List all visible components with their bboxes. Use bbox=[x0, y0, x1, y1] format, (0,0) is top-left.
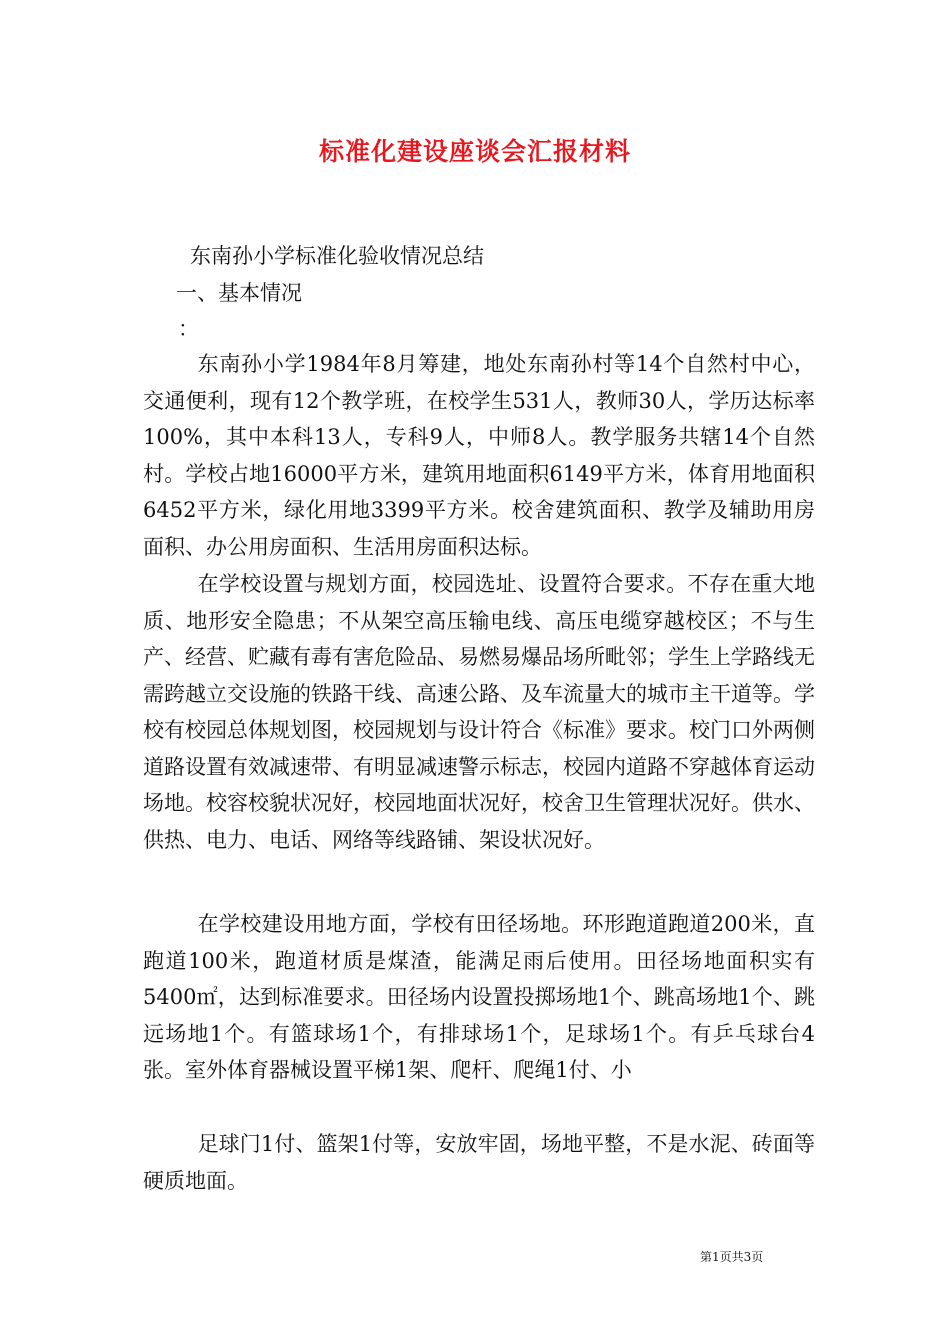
document-subtitle: 东南孙小学标准化验收情况总结 bbox=[190, 244, 484, 268]
paragraph-land-use: 在学校建设用地方面，学校有田径场地。环形跑道跑道200米，直跑道100米，跑道材质是煤渣，能满足雨后使用。田径场地面积实有5400㎡，达到标准要求。田径场内设置投掷场地1个、跳高场地1个、跳远场地1个。有篮球场1个，有排球场1个，足球场1个。有乒乓球台4张。室外体育器械设置平梯1架、爬杆、爬绳1付、小 bbox=[143, 912, 815, 1082]
page-indicator: 第1页共3页 bbox=[700, 1250, 764, 1264]
document-title: 标准化建设座谈会汇报材料 bbox=[318, 137, 631, 166]
paragraph-land-use-continued: 足球门1付、篮架1付等，安放牢固，场地平整，不是水泥、砖面等硬质地面。 bbox=[143, 1132, 815, 1193]
paragraph-basic-info: 东南孙小学1984年8月筹建，地处东南孙村等14个自然村中心，交通便利，现有12个教学班，在校学生531人，教师30人，学历达标率100%，其中本科13人，专科9人，中师8人。教学服务共辖14个自然村。学校占地16000平方米，建筑用地面积6149平方米，体育用地面积6452平方米，绿化用地3399平方米。校舍建筑面积、教学及辅助用房面积、办公用房面积、生活用房面积达标。 bbox=[143, 352, 815, 559]
paragraph-planning: 在学校设置与规划方面，校园选址、设置符合要求。不存在重大地质、地形安全隐患；不从架空高压输电线、高压电缆穿越校区；不与生产、经营、贮藏有毒有害危险品、易燃易爆品场所毗邻；学生上学路线无需跨越立交设施的铁路干线、高速公路、及车流量大的城市主干道等。学校有校园总体规划图，校园规划与设计符合《标准》要求。校门口外两侧道路设置有效减速带、有明显减速警示标志，校园内道路不穿越体育运动场地。校容校貌状况好，校园地面状况好，校舍卫生管理状况好。供水、供热、电力、电话、网络等线路铺、架设状况好。 bbox=[143, 572, 815, 852]
section-heading: 一、基本情况 bbox=[176, 281, 302, 305]
section-colon: ： bbox=[178, 317, 199, 341]
